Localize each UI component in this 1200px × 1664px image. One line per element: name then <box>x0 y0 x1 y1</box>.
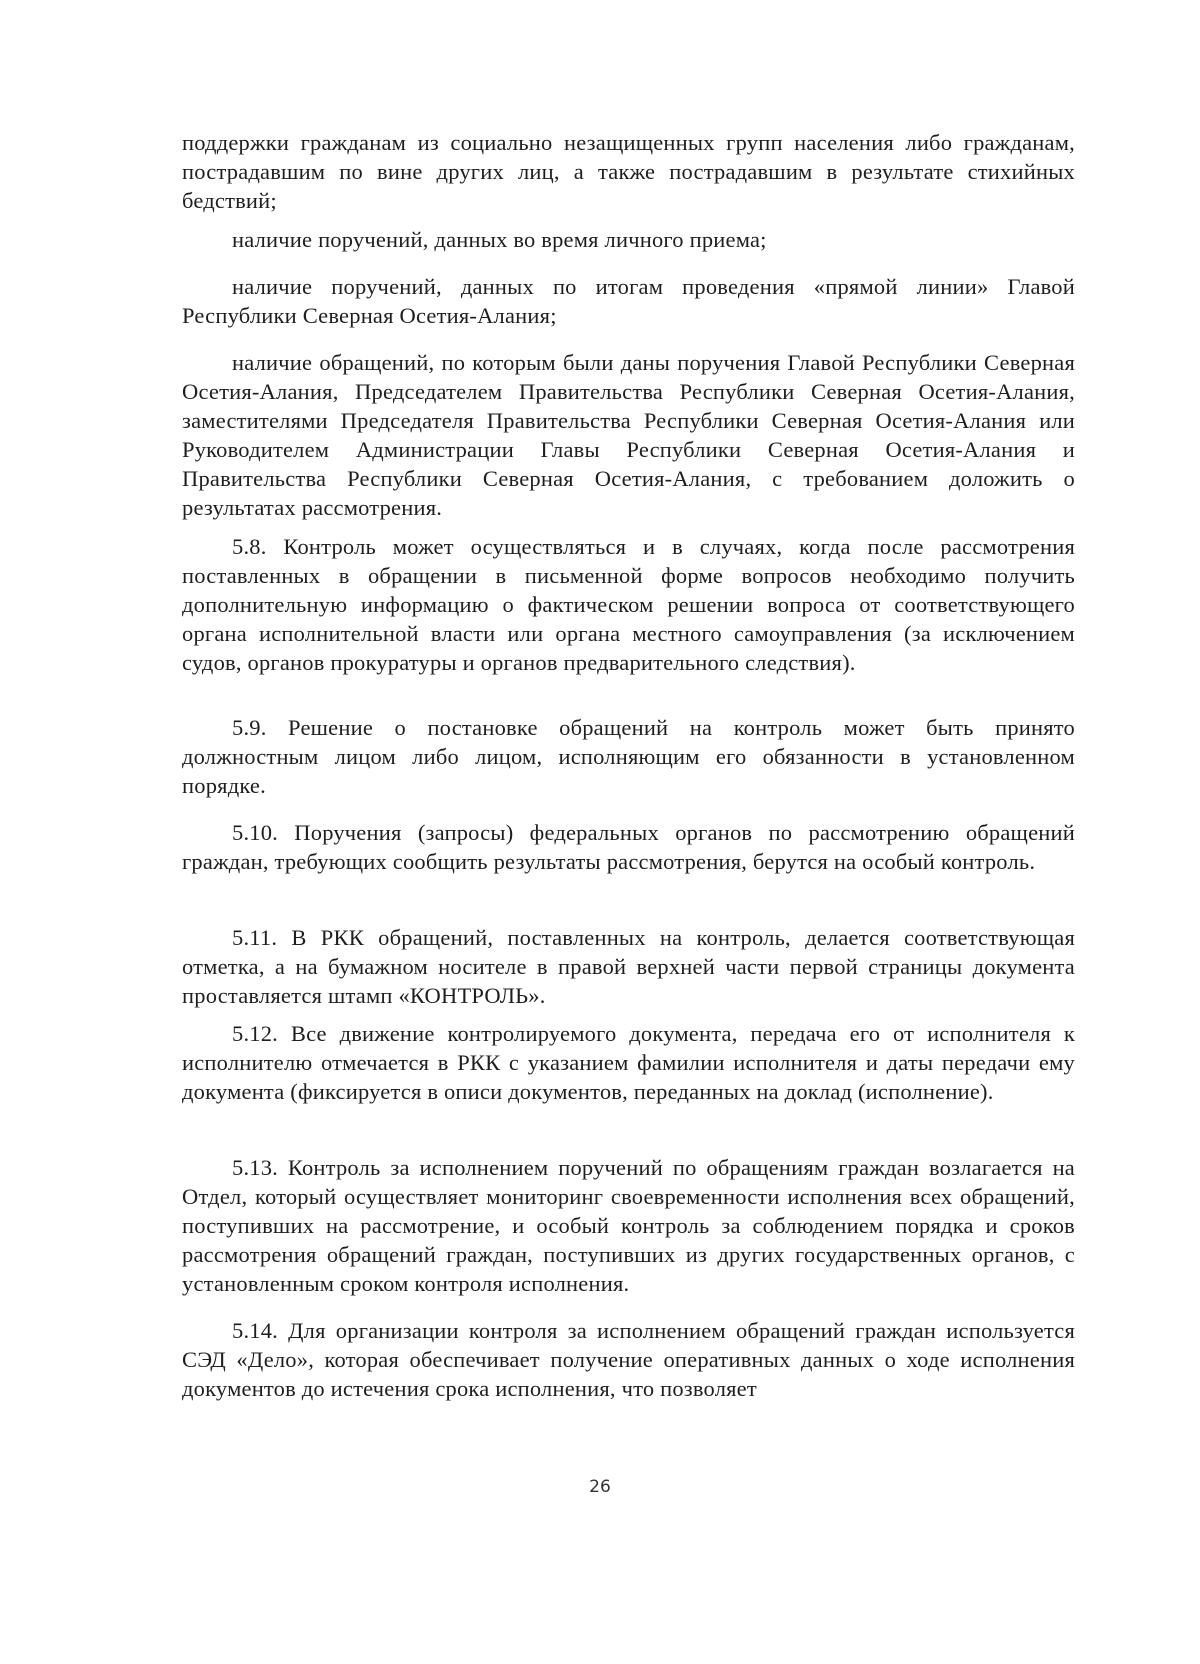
paragraph-5-13: 5.13. Контроль за исполнением поручений по обращениям граждан возлагается на Отдел, который осуществляет мониторинг своевременности исполнения всех обращений, поступивших на рассмотрение, и особый контроль за соблюдением порядка и сроков рассмотрения обращений граждан, поступивших из других государственных органов, с установленным сроком контроля исполнения. <box>182 1155 1075 1296</box>
paragraph-5-14: 5.14. Для организации контроля за исполнением обращений граждан используется СЭД «Дело», которая обеспечивает получение оперативных данных о ходе исполнения документов до истечения срока исполнения, что позволяет <box>182 1318 1075 1401</box>
paragraph-5-12: 5.12. Все движение контролируемого документа, передача его от исполнителя к исполнителю отмечается в РКК с указанием фамилии исполнителя и даты передачи ему документа (фиксируется в описи документов, переданных на доклад (исполнение). <box>182 1021 1075 1104</box>
paragraph-5-9: 5.9. Решение о постановке обращений на контроль может быть принято должностным лицом либо лицом, исполняющим его обязанности в установленном порядке. <box>182 715 1075 798</box>
paragraph-instructions-of-head: наличие обращений, по которым были даны поручения Главой Республики Северная Осетия-Алания, Председателем Правительства Республики Северная Осетия-Алания, заместителями Председателя Правительства Республики Северная Осетия-Алания или Руководителем Администрации Главы Республики Северная Осетия-Алания и Правительства Республики Северная Осетия-Алания, с требованием доложить о результатах рассмотрения. <box>182 350 1075 520</box>
paragraph-5-11: 5.11. В РКК обращений, поставленных на контроль, делается соответствующая отметка, а на бумажном носителе в правой верхней части первой страницы документа проставляется штамп «КОНТРОЛЬ». <box>182 925 1075 1008</box>
paragraph-personal-reception: наличие поручений, данных во время личного приема; <box>232 227 767 252</box>
paragraph-continuation-support: поддержки гражданам из социально незащищенных групп населения либо гражданам, пострадавшим по вине других лиц, а также пострадавшим в результате стихийных бедствий; <box>182 130 1075 213</box>
paragraph-5-8: 5.8. Контроль может осуществляться и в случаях, когда после рассмотрения поставленных в обращении в письменной форме вопросов необходимо получить дополнительную информацию о фактическом решении вопроса от соответствующего органа исполнительной власти или органа местного самоуправления (за исключением судов, органов прокуратуры и органов предварительного следствия). <box>182 534 1075 675</box>
page-number: 26 <box>589 1477 611 1497</box>
paragraph-direct-line: наличие поручений, данных по итогам проведения «прямой линии» Главой Республики Северная Осетия-Алания; <box>182 274 1075 328</box>
paragraph-5-10: 5.10. Поручения (запросы) федеральных органов по рассмотрению обращений граждан, требующих сообщить результаты рассмотрения, берутся на особый контроль. <box>182 820 1075 874</box>
